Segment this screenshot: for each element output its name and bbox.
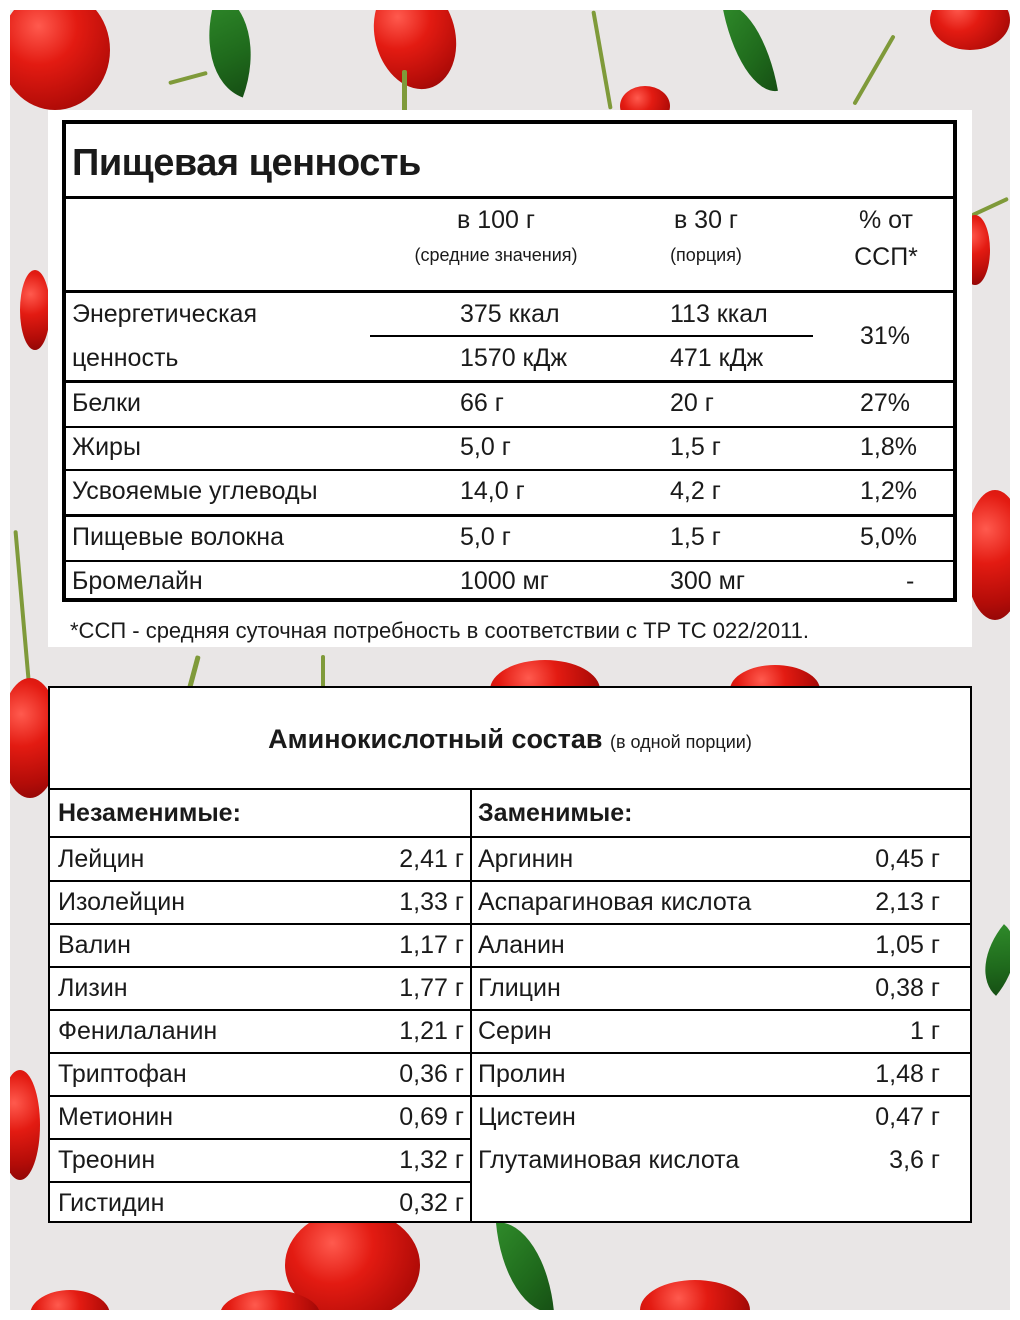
stem-decoration — [971, 197, 1009, 218]
essential-value: 2,41 г — [399, 845, 464, 873]
nonessential-header: Заменимые: — [478, 799, 633, 827]
row-per100: 5,0 г — [460, 433, 511, 461]
row-per100: 1000 мг — [460, 567, 549, 595]
nonessential-value: 1 г — [910, 1017, 940, 1045]
nonessential-value: 0,47 г — [875, 1103, 940, 1131]
nonessential-name: Цистеин — [478, 1103, 576, 1131]
nonessential-name: Пролин — [478, 1060, 566, 1088]
row-per30: 300 мг — [670, 567, 745, 595]
row-dv: 27% — [860, 389, 911, 417]
leaf-decoration — [186, 10, 273, 98]
nonessential-value: 0,38 г — [875, 974, 940, 1002]
essential-value: 0,32 г — [399, 1189, 464, 1217]
column-divider — [470, 788, 472, 1221]
row-divider — [471, 1052, 970, 1054]
amino-title-main: Аминокислотный состав — [268, 724, 603, 754]
essential-name: Лейцин — [58, 845, 145, 873]
row-dv: 1,8% — [860, 433, 917, 461]
nutrition-table — [62, 120, 957, 602]
nonessential-name: Серин — [478, 1017, 552, 1045]
cherry-decoration — [285, 1210, 420, 1310]
nonessential-name: Аргинин — [478, 845, 574, 873]
divider — [66, 514, 953, 517]
row-divider — [50, 1181, 471, 1183]
header-per30-sub: (порция) — [670, 245, 742, 265]
cherry-decoration — [10, 1070, 40, 1180]
energy-label-line2: ценность — [72, 344, 179, 372]
essential-header: Незаменимые: — [58, 799, 241, 827]
header-per100 — [366, 206, 626, 266]
header-dv-main: % от — [859, 206, 913, 234]
essential-value: 1,77 г — [399, 974, 464, 1002]
cherry-decoration — [20, 270, 50, 350]
row-per30: 1,5 г — [670, 523, 721, 551]
footnote: *ССП - средняя суточная потребность в соответствии с ТР ТС 022/2011. — [70, 618, 810, 643]
row-per100: 5,0 г — [460, 523, 511, 551]
cherry-decoration — [640, 1280, 750, 1310]
row-name: Белки — [72, 389, 141, 417]
essential-value: 1,17 г — [399, 931, 464, 959]
essential-value: 0,69 г — [399, 1103, 464, 1131]
energy-per100-kj: 1570 кДж — [460, 344, 568, 372]
nutrition-panel — [48, 110, 972, 647]
cherry-decoration — [930, 10, 1010, 50]
leaf-decoration — [496, 1218, 554, 1310]
stem-decoration — [13, 530, 30, 680]
divider — [66, 560, 953, 562]
row-dv: 5,0% — [860, 523, 917, 551]
leaf-decoration — [722, 10, 778, 98]
row-divider — [50, 1052, 471, 1054]
divider — [66, 426, 953, 428]
row-per30: 4,2 г — [670, 477, 721, 505]
essential-name: Валин — [58, 931, 131, 959]
header-per100-main: в 100 г — [456, 206, 535, 234]
divider — [66, 380, 953, 383]
row-divider — [471, 966, 970, 968]
cherry-decoration — [362, 10, 468, 98]
leaf-decoration — [965, 924, 1010, 996]
nonessential-name: Глицин — [478, 974, 561, 1002]
essential-value: 1,21 г — [399, 1017, 464, 1045]
cherry-decoration — [10, 10, 110, 110]
row-per100: 66 г — [460, 389, 504, 417]
essential-name: Треонин — [58, 1146, 156, 1174]
row-divider — [50, 880, 471, 882]
header-per30-main: в 30 г — [673, 206, 739, 234]
nonessential-value: 1,48 г — [875, 1060, 940, 1088]
energy-per30-kcal: 113 ккал — [670, 300, 768, 328]
energy-per100-kcal: 375 ккал — [460, 300, 560, 328]
essential-name: Фенилаланин — [58, 1017, 218, 1045]
header-per30 — [636, 206, 776, 266]
row-dv: - — [906, 567, 915, 595]
essential-name: Метионин — [58, 1103, 174, 1131]
row-name: Жиры — [72, 433, 141, 461]
row-per30: 20 г — [670, 389, 714, 417]
energy-per30-kj: 471 кДж — [670, 344, 764, 372]
row-divider — [471, 1009, 970, 1011]
essential-name: Гистидин — [58, 1189, 165, 1217]
row-per100: 14,0 г — [460, 477, 525, 505]
header-dv-sub: ССП* — [854, 243, 918, 271]
essential-value: 0,36 г — [399, 1060, 464, 1088]
nonessential-value: 3,6 г — [889, 1146, 940, 1174]
row-per30: 1,5 г — [670, 433, 721, 461]
energy-dv: 31% — [860, 322, 911, 350]
divider — [66, 469, 953, 471]
row-dv: 1,2% — [860, 477, 917, 505]
essential-name: Лизин — [58, 974, 128, 1002]
essential-name: Изолейцин — [58, 888, 186, 916]
row-divider — [50, 966, 471, 968]
nonessential-value: 1,05 г — [875, 931, 940, 959]
row-name: Усвояемые углеводы — [72, 477, 318, 505]
row-name: Бромелайн — [72, 567, 203, 595]
header-dv — [826, 206, 946, 272]
row-divider — [471, 880, 970, 882]
amino-table — [48, 686, 972, 1223]
row-divider — [471, 923, 970, 925]
nonessential-name: Аспарагиновая кислота — [478, 888, 752, 916]
nonessential-name: Аланин — [478, 931, 565, 959]
amino-title-sub: (в одной порции) — [609, 732, 752, 752]
energy-label-line1: Энергетическая — [72, 300, 257, 328]
row-divider — [50, 1009, 471, 1011]
nonessential-value: 2,13 г — [875, 888, 940, 916]
stem-decoration — [168, 71, 208, 85]
essential-value: 1,32 г — [399, 1146, 464, 1174]
stem-decoration — [852, 34, 895, 105]
divider — [50, 836, 970, 838]
nonessential-value: 0,45 г — [875, 845, 940, 873]
stem-decoration — [591, 10, 612, 109]
row-divider — [471, 1095, 970, 1097]
row-divider — [50, 923, 471, 925]
divider — [66, 196, 953, 199]
divider — [50, 788, 970, 790]
divider — [66, 290, 953, 293]
header-per100-sub: (средние значения) — [414, 245, 578, 265]
essential-name: Триптофан — [58, 1060, 187, 1088]
amino-title — [50, 724, 970, 755]
row-name: Пищевые волокна — [72, 523, 284, 551]
energy-unit-divider — [370, 335, 813, 337]
nonessential-name: Глутаминовая кислота — [478, 1146, 740, 1174]
row-divider — [50, 1138, 471, 1140]
essential-value: 1,33 г — [399, 888, 464, 916]
row-divider — [50, 1095, 471, 1097]
nutrition-title: Пищевая ценность — [72, 142, 421, 184]
cherry-decoration — [30, 1290, 110, 1310]
